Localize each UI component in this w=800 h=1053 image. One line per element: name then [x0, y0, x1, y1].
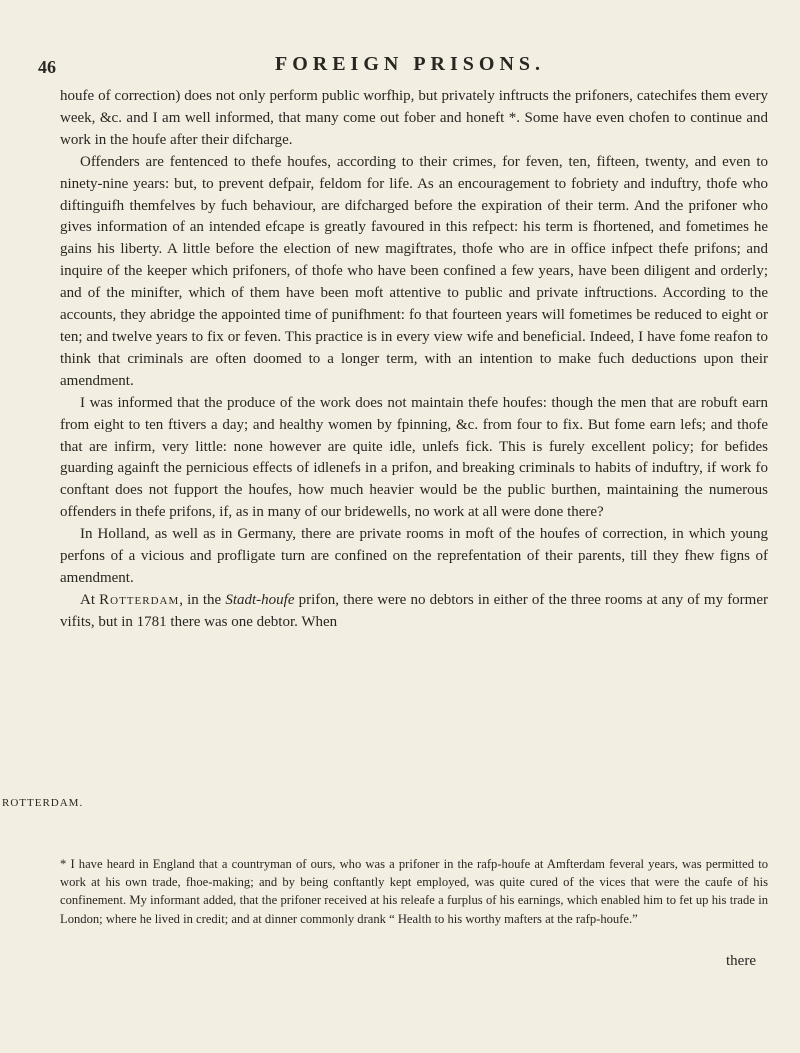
rotterdam-rest: prifon, there were no debtors in either of the three rooms at any of my former vifits, but in 1781 there was one debtor. When: [60, 591, 769, 630]
footnote-divider: [60, 832, 768, 833]
running-head: FOREIGN PRISONS.: [274, 53, 546, 75]
footnote: * I have heard in England that a countryman of ours, who was a prifoner in the rafp-houfe at Amfterdam feveral years, was permitted to work at his own trade, fhoe-making; and by being conftantly kept employed, was quite cured of the vices that were the caufe of his confinement. My informant added, that the prifoner received at his releafe a furplus of his earnings, which enabled him to fet up his trade in London; where he lived in credit; and at dinner commonly drank “ Health to his worthy mafters at the rafp-houfe.”: [60, 857, 768, 926]
rotterdam-mid: , in the: [179, 591, 226, 608]
place-name: Rotterdam: [99, 591, 180, 608]
italic-term: Stadt-houfe: [225, 591, 295, 608]
paragraph: In Holland, as well as in Germany, there are private rooms in moft of the houfes of correction, in which young perfons of a vicious and profligate turn are confined on the reprefentation of their parents, till they fhew figns of amendment.: [60, 526, 768, 586]
page-number: 46: [38, 57, 56, 77]
catchword: there: [726, 953, 756, 969]
margin-note: ROTTERDAM.: [2, 797, 84, 809]
paragraph: Offenders are fentenced to thefe houfes, according to their crimes, for feven, ten, fifteen, twenty, and even to ninety-nine years: but, to prevent defpair, feldom for life. As an encouragement to fobriety and induftry, thofe who diftinguifh themfelves by fuch behaviour, are difcharged before the expiration of their term. And the prifoner who gives information of an intended efcape is greatly favoured in this refpect: his term is fhortened, and fometimes he gains his liberty. A little before the election of new magiftrates, thofe who are in office infpect thefe prifons; and inquire of the keeper which prifoners, of thofe who have been confined a few years, have been diligent and orderly; and of the minifter, which of them have been moft attentive to public and private inftructions. According to the accounts, they abridge the appointed time of punifhment: fo that fourteen years will fometimes be reduced to eight or ten; and twelve years to fix or feven. This practice is in every view wife and beneficial. Indeed, I have fome reafon to think that criminals are often doomed to a longer term, with an intention to make fuch deductions upon their amendment.: [60, 153, 768, 389]
main-text: [60, 86, 768, 634]
paragraph: I was informed that the produce of the work does not maintain thefe houfes: though the men that are robuft earn from eight to ten ftivers a day; and healthy women by fpinning, &c. from four to fix. But fome earn lefs; and thofe that are infirm, very little: none however are quite idle, unlefs fick. This is furely excellent policy; for befides guarding againft the pernicious effects of idlenefs in a prifon, and breaking criminals to habits of induftry, if work fo conftant does not fupport the houfes, how much heavier would be the public burthen, maintaining the numerous offenders in thefe prifons, if, as in many of our bridewells, no work at all were done there?: [60, 394, 768, 521]
rotterdam-lead: At: [80, 591, 100, 608]
paragraph-rotterdam: [60, 590, 768, 634]
paragraph: houfe of correction) does not only perform public worfhip, but privately inftructs the prifoners, catechifes them every week, &c. and I am well informed, that many come out fober and honeft *. Some have even chofen to continue and work in the houfe after their difcharge.: [60, 88, 768, 148]
